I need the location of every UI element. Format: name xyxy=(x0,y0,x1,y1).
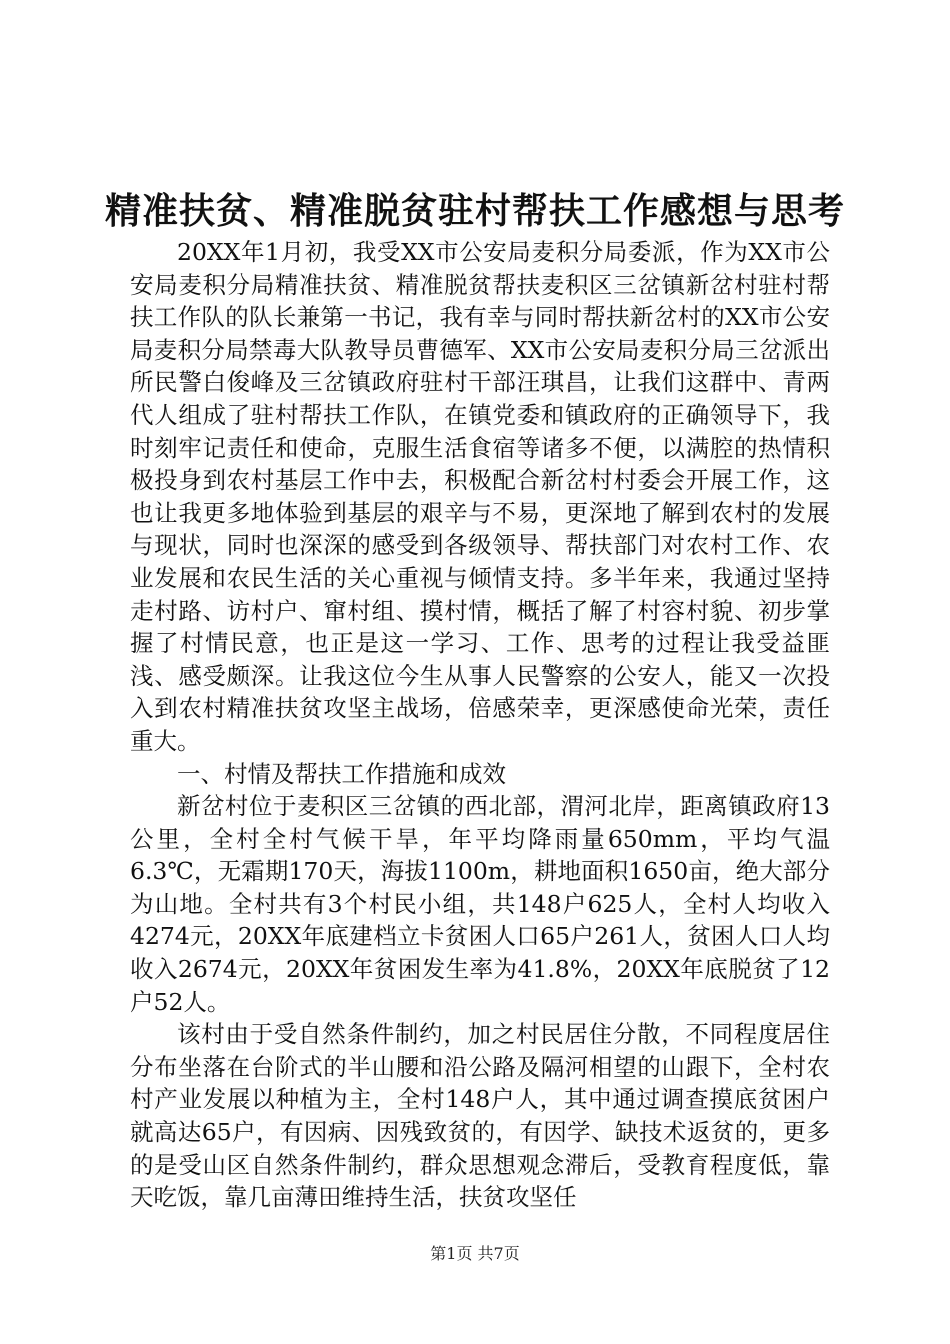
section-heading: 一、村情及帮扶工作措施和成效 xyxy=(177,759,506,788)
paragraph-intro: 20XX年1月初，我受XX市公安局麦积分局委派，作为XX市公安局麦积分局精准扶贫、精准脱贫帮扶麦积区三岔镇新岔村驻村帮扶工作队的队长兼第一书记，我有幸与同时帮扶新岔村的XX市公安局麦积分局禁毒大队教导员曹德军、XX市公安局麦积分局三岔派出所民警白俊峰及三岔镇政府驻村干部汪琪昌，让我们这群中、青两代人组成了驻村帮扶工作队，在镇党委和镇政府的正确领导下，我时刻牢记责任和使命，克服生活食宿等诸多不便，以满腔的热情积极投身到农村基层工作中去，积极配合新岔村村委会开展工作，这也让我更多地体验到基层的艰辛与不易，更深地了解到农村的发展与现状，同时也深深的感受到各级领导、帮扶部门对农村工作、农业发展和农民生活的关心重视与倾情支持。多半年来，我通过坚持走村路、访村户、窜村组、摸村情，概括了解了村容村貌、初步掌握了村情民意，也正是这一学习、工作、思考的过程让我受益匪浅、感受颇深。让我这位今生从事人民警察的公安人，能又一次投入到农村精准扶贫攻坚主战场，倍感荣幸，更深感使命光荣，责任重大。 xyxy=(130,238,830,755)
page-number-footer: 第1页 共7页 xyxy=(430,1244,520,1263)
document-body xyxy=(130,236,830,1214)
document-title: 精准扶贫、精准脱贫驻村帮扶工作感想与思考 xyxy=(104,190,845,232)
paragraph-village-overview: 新岔村位于麦积区三岔镇的西北部，渭河北岸，距离镇政府13公里，全村全村气候干旱，年平均降雨量650mm，平均气温6.3℃，无霜期170天，海拔1100m，耕地面积1650亩，绝大部分为山地。全村共有3个村民小组，共148户625人，全村人均收入4274元，20XX年底建档立卡贫困人口65户261人，贫困人口人均收入2674元，20XX年贫困发生率为41.8%，20XX年底脱贫了12户52人。 xyxy=(130,792,830,1016)
paragraph-village-conditions: 该村由于受自然条件制约，加之村民居住分散，不同程度居住分布坐落在台阶式的半山腰和沿公路及隔河相望的山跟下，全村农村产业发展以种植为主，全村148户人，其中通过调查摸底贫困户就高达65户，有因病、因残致贫的，有因学、缺技术返贫的，更多的是受山区自然条件制约，群众思想观念滞后，受教育程度低，靠天吃饭，靠几亩薄田维持生活，扶贫攻坚任 xyxy=(130,1020,830,1212)
